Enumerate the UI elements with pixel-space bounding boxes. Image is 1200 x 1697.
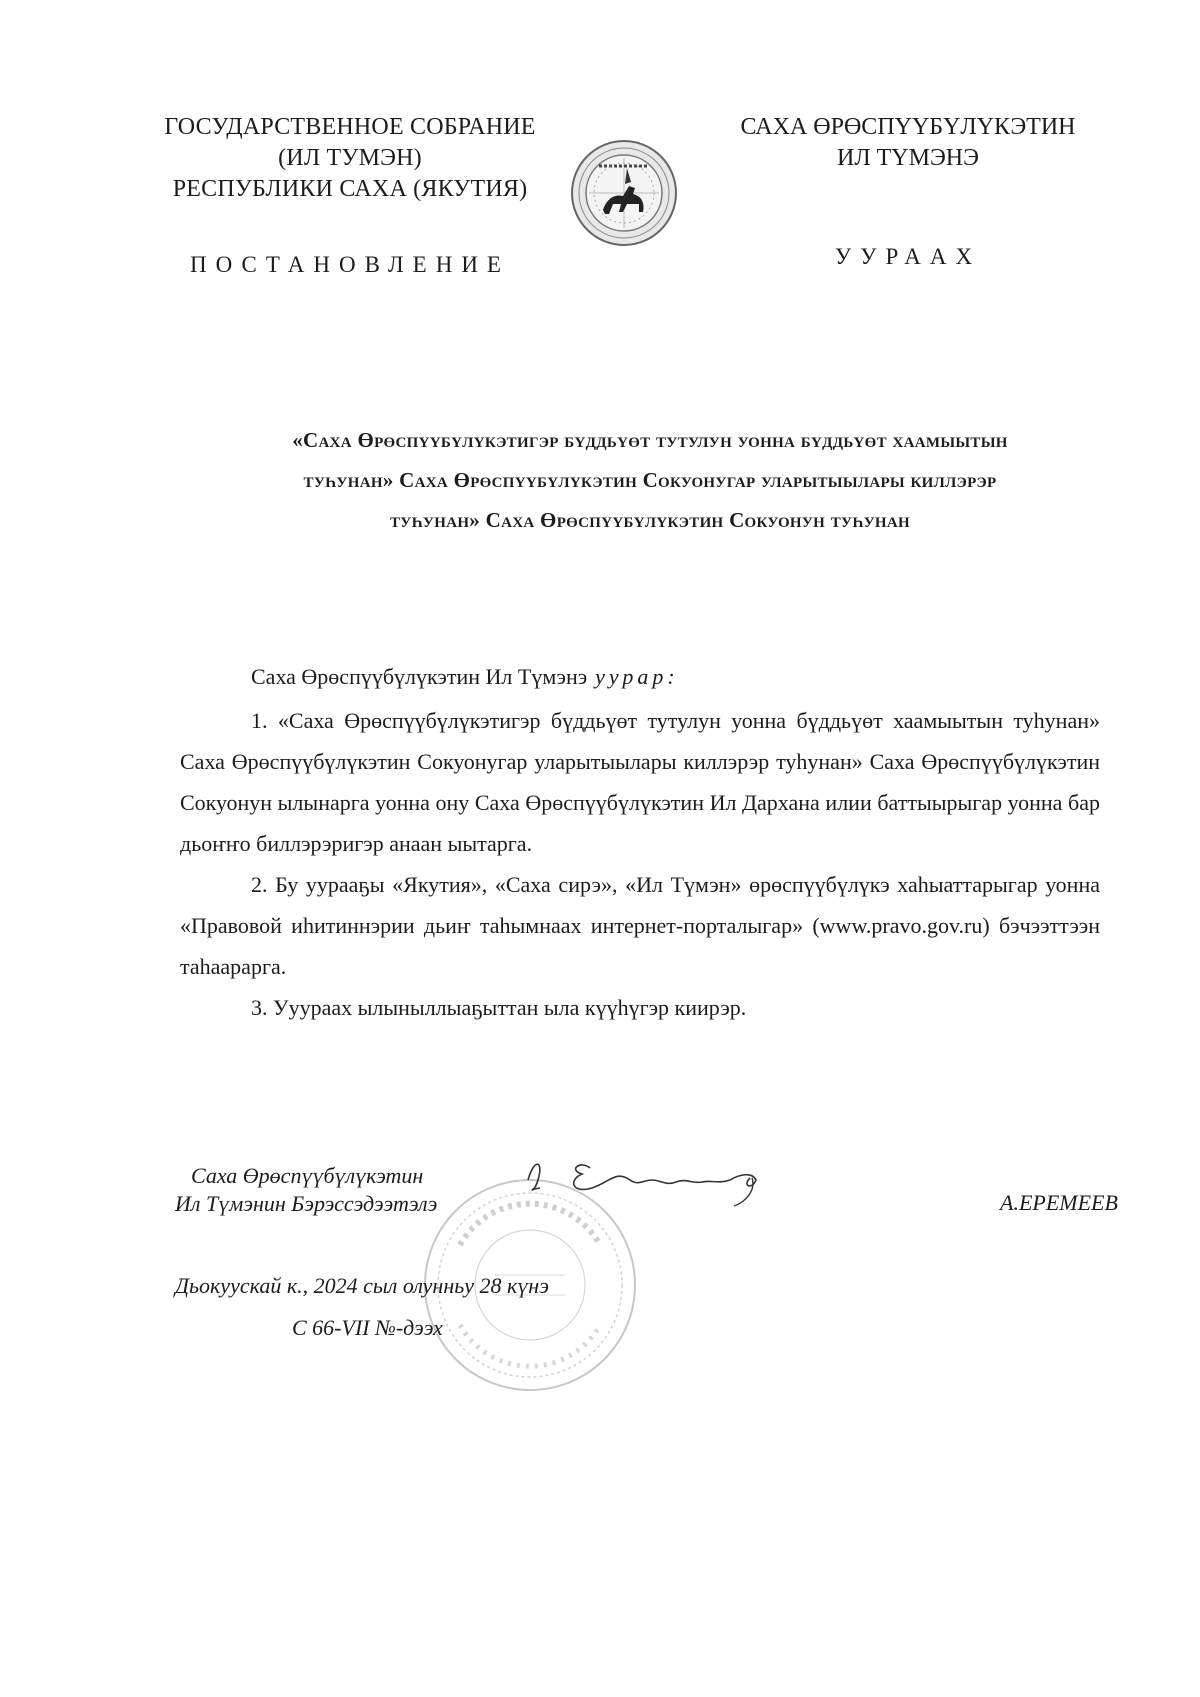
header-right-line-2: ИЛ ТҮМЭНЭ: [837, 145, 979, 171]
document-body: [180, 656, 1100, 1028]
handwritten-signature: [520, 1150, 810, 1230]
place-date: Дьокуускай к., 2024 сыл олунньу 28 күнэ: [175, 1273, 549, 1298]
doc-type-right: УУРААХ: [834, 244, 982, 269]
header-right-block: [718, 112, 1098, 174]
body-item-2: 2. Бу уурааҕы «Якутия», «Саха сирэ», «Ил Түмэн» өрөспүүбүлүкэ хаһыаттарыгар уонна «Правовой иһитиннэрии дьиҥ таһымнаах интернет-порталыгар» (www.pravo.gov.ru) бэчээттээн таһаарарга.: [180, 872, 1100, 979]
preamble: [180, 656, 1100, 697]
preamble-verb: уурар:: [595, 664, 679, 689]
signatory-position-line-1: Саха Өрөспүүбүлүкэтин: [191, 1163, 424, 1188]
title-line-3: туһунан» Саха Өрөспүүбүлүкэтин Сокуонун туһунан: [390, 508, 910, 532]
header-right-line-1: САХА ӨРӨСПҮҮБҮЛҮКЭТИН: [740, 114, 1076, 140]
document-number: С 66-VII №-дээх: [292, 1315, 443, 1340]
place-date-block: [175, 1265, 549, 1349]
signatory-position-line-2: Ил Түмэнин Бэрэссэдээтэлэ: [175, 1191, 438, 1216]
doc-type-left: ПОСТАНОВЛЕНИЕ: [190, 252, 510, 277]
preamble-text: Саха Өрөспүүбүлүкэтин Ил Түмэнэ: [251, 664, 588, 689]
title-line-2: туһунан» Саха Өрөспүүбүлүкэтин Сокуонугар уларытыылары киллэрэр: [303, 468, 997, 492]
header-left-block: [150, 112, 550, 205]
body-item-1: 1. «Саха Өрөспүүбүлүкэтигэр бүддьүөт тутулун уонна бүддьүөт хаамыытын туһунан» Саха Өрөспүүбүлүкэтин Сокуонугар уларытыылары киллэрэр туһунан» Саха Өрөспүүбүлүкэтин Сокуонун ылынарга уонна ону Саха Өрөспүүбүлүкэтин Ил Дархана илии баттыырыгар уонна бар дьоҥҥо биллэрэригэр анаан ыытарга.: [180, 708, 1100, 856]
header-left-line-3: РЕСПУБЛИКИ САХА (ЯКУТИЯ): [172, 176, 528, 202]
header-left-line-2: (ИЛ ТУМЭН): [278, 145, 422, 171]
republic-emblem-icon: [569, 138, 679, 248]
signatory-name: А.ЕРЕМЕЕВ: [1000, 1190, 1118, 1215]
header-left-line-1: ГОСУДАРСТВЕННОЕ СОБРАНИЕ: [164, 114, 536, 140]
title-line-1: «Саха Өрөспүүбүлүкэтигэр бүддьүөт тутулун уонна бүддьүөт хаамыытын: [292, 428, 1008, 452]
body-item-3: 3. Ууураах ылыныллыаҕыттан ыла күүһүгэр киирэр.: [251, 995, 747, 1020]
document-title: [205, 420, 1095, 540]
